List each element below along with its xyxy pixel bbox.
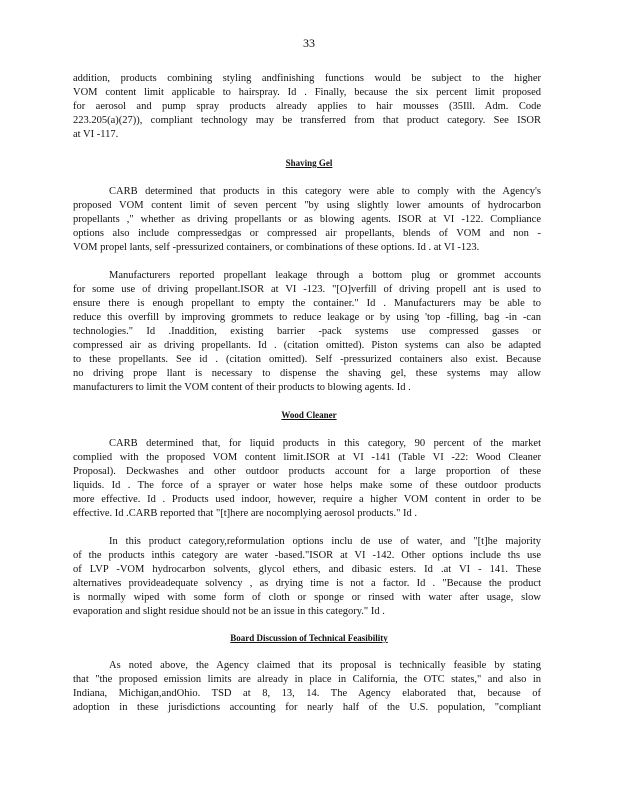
body-line: As noted above, the Agency claimed that its proposal is technically feasible by stating: [109, 660, 541, 671]
body-line: no driving prope llant is necessary to dispense the shaving gel, these systems may allow: [73, 368, 541, 379]
body-line: manufacturers to limit the VOM content of their products to blowing agents. Id .: [73, 382, 411, 393]
body-line: proposed VOM content limit of seven percent "by using slightly lower amounts of hydrocarbon: [73, 200, 541, 211]
body-line: adoption in these jurisdictions accounting for nearly half of the U.S. population, "compliant: [73, 702, 541, 713]
body-line: alternatives provideadequate solvency , as drying time is not a factor. Id . "Because the product: [73, 578, 541, 589]
body-line: for some use of driving propellant.ISOR at VI -123. "[O]verfill of driving propell ant is used to: [73, 284, 541, 295]
body-line: Proposal). Deckwashes and other outdoor products account for a large proportion of these: [73, 466, 541, 477]
page-number: 33: [303, 36, 315, 50]
body-line: of the products inthis category are water -based."ISOR at VI -142. Other options include ths use: [73, 550, 541, 561]
body-line: technologies." Id .Inaddition, existing barrier -pack systems use compressed gasses or: [73, 326, 541, 337]
body-line: propellants ," whether as driving propellants or as blowing agents. ISOR at VI -122. Compliance: [73, 214, 541, 225]
body-line: CARB determined that, for liquid products in this category, 90 percent of the market: [109, 438, 541, 449]
body-line: Manufacturers reported propellant leakage through a bottom plug or grommet accounts: [109, 270, 541, 281]
body-line: VOM propel lants, self -pressurized containers, or combinations of these options. Id . at VI -123.: [73, 242, 480, 253]
body-line: CARB determined that products in this category were able to comply with the Agency's: [109, 186, 541, 197]
body-line: effective. Id .CARB reported that "[t]here are nocomplying aerosol products." Id .: [73, 508, 417, 519]
body-line: is normally wiped with some form of cloth or sponge or rinsed with water after usage, slow: [73, 592, 541, 603]
body-line: complied with the proposed VOM content limit.ISOR at VI -141 (Table VI -22: Wood Cleaner: [73, 452, 541, 463]
body-line: compressed air as driving propellants. Id . (citation omitted). Piston systems can also be adapted: [73, 340, 541, 351]
body-line: options also include compressedgas or compressed air propellants, blends of VOM and non -: [73, 228, 541, 239]
body-line: liquids. Id . The force of a sprayer or water hose helps make some of these outdoor products: [73, 480, 541, 491]
section-heading-text: Board Discussion of Technical Feasibility: [230, 633, 388, 643]
body-line: of LVP -VOM hydrocarbon solvents, glycol ethers, and dibasic esters. Id .at VI - 141. These: [73, 564, 541, 575]
section-heading-shaving-gel: [0, 157, 618, 169]
body-line: ensure there is enough propellant to empty the container." Id . Manufacturers may be able to: [73, 298, 541, 309]
body-line: for aerosol and pump spray products already applies to hair mousses (35Ill. Adm. Code: [73, 101, 541, 112]
section-heading-text: Shaving Gel: [285, 158, 333, 168]
section-heading-text: Wood Cleaner: [281, 410, 337, 420]
body-line: evaporation and slight residue should not be an issue in this category." Id .: [73, 606, 385, 617]
body-line: to these propellants. See id . (citation omitted). Self -pressurized containers also exist. Because: [73, 354, 541, 365]
body-line: that "the proposed emission limits are already in place in California, the OTC states," and also in: [73, 674, 541, 685]
body-line: Indiana, Michigan,andOhio. TSD at 8, 13, 14. The Agency elaborated that, because of: [73, 688, 541, 699]
body-line: more effective. Id . Products used indoor, however, require a higher VOM content in order to be: [73, 494, 541, 505]
body-line: at VI -117.: [73, 129, 119, 140]
body-line: 223.205(a)(27)), compliant technology may be transferred from that product category. See ISOR: [73, 115, 541, 126]
body-line: VOM content limit applicable to hairspray. Id . Finally, because the six percent limit proposed: [73, 87, 541, 98]
section-heading-wood-cleaner: [0, 409, 618, 421]
body-line: reduce this overfill by improving grommets to reduce leakage or by using 'top -filling, bag -in -can: [73, 312, 541, 323]
body-line: addition, products combining styling andfinishing functions would be subject to the higher: [73, 73, 541, 84]
body-line: In this product category,reformulation options inclu de use of water, and "[t]he majority: [109, 536, 541, 547]
section-heading-board-discussion: [0, 632, 618, 644]
